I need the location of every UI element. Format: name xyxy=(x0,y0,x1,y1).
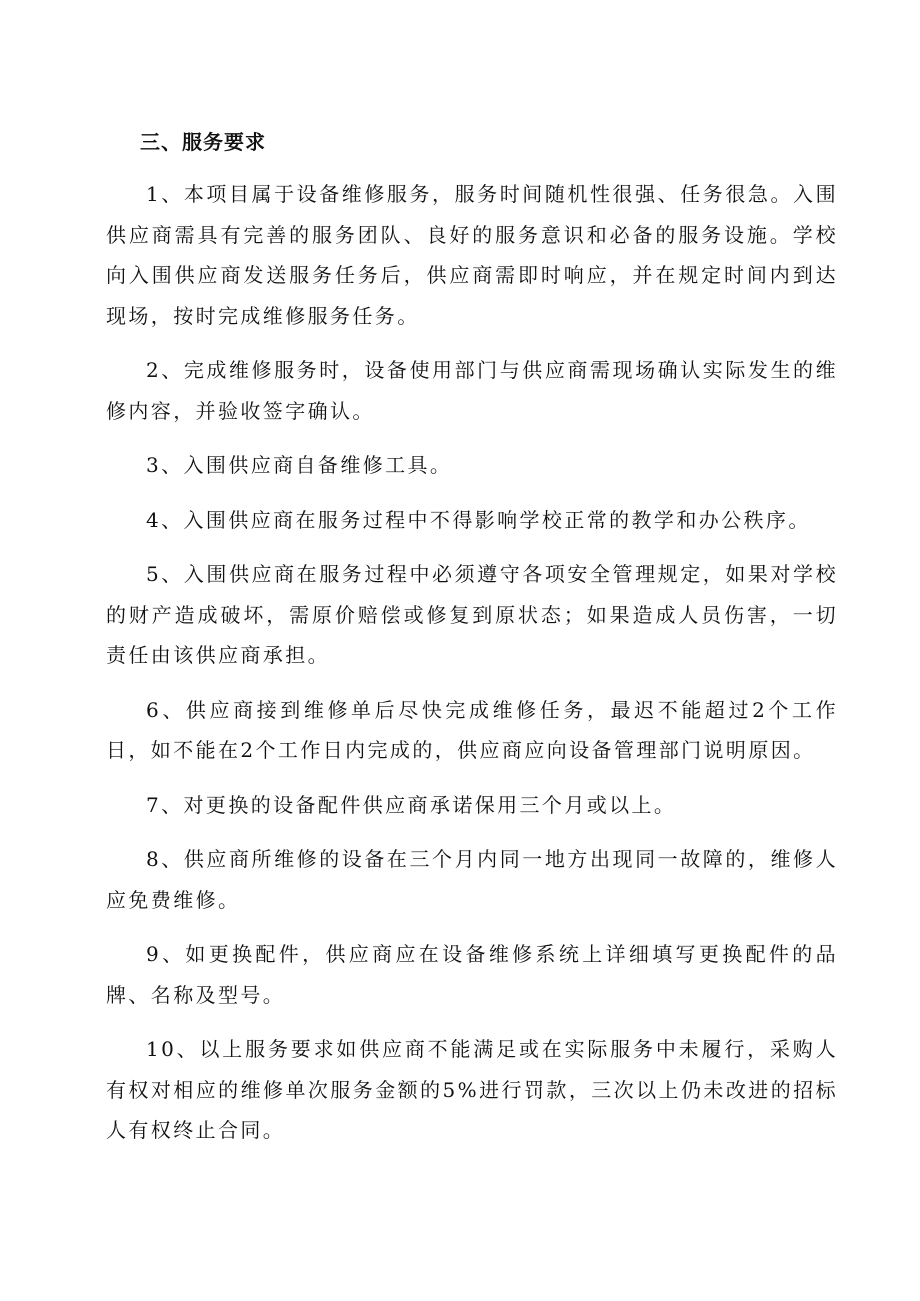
section-heading: 三、服务要求 xyxy=(140,130,266,154)
paragraph-1: 1、本项目属于设备维修服务，服务时间随机性很强、任务很急。入围供应商需具有完善的服务团队、良好的服务意识和必备的服务设施。学校向入围供应商发送服务任务后，供应商需即时响应，并在规定时间内到达现场，按时完成维修服务任务。 xyxy=(106,182,838,328)
document-body xyxy=(106,122,838,1165)
paragraph-7: 7、对更换的设备配件供应商承诺保用三个月或以上。 xyxy=(146,792,677,817)
paragraph-3: 3、入围供应商自备维修工具。 xyxy=(146,453,453,477)
paragraph-10: 10、以上服务要求如供应商不能满足或在实际服务中未履行，采购人有权对相应的维修单次服务金额的5%进行罚款，三次以上仍未改进的招标人有权终止合同。 xyxy=(106,1037,838,1142)
paragraph-6: 6、供应商接到维修单后尽快完成维修任务，最迟不能超过2个工作日，如不能在2个工作日内完成的，供应商应向设备管理部门说明原因。 xyxy=(106,697,838,762)
paragraph-9: 9、如更换配件，供应商应在设备维修系统上详细填写更换配件的品牌、名称及型号。 xyxy=(106,942,838,1007)
paragraph-8: 8、供应商所维修的设备在三个月内同一地方出现同一故障的，维修人应免费维修。 xyxy=(106,847,838,912)
paragraph-5: 5、入围供应商在服务过程中必须遵守各项安全管理规定，如果对学校的财产造成破坏，需原价赔偿或修复到原状态；如果造成人员伤害，一切责任由该供应商承担。 xyxy=(106,562,838,667)
paragraph-4: 4、入围供应商在服务过程中不得影响学校正常的教学和办公秩序。 xyxy=(146,507,811,532)
paragraph-2: 2、完成维修服务时，设备使用部门与供应商需现场确认实际发生的维修内容，并验收签字确认。 xyxy=(106,358,838,423)
